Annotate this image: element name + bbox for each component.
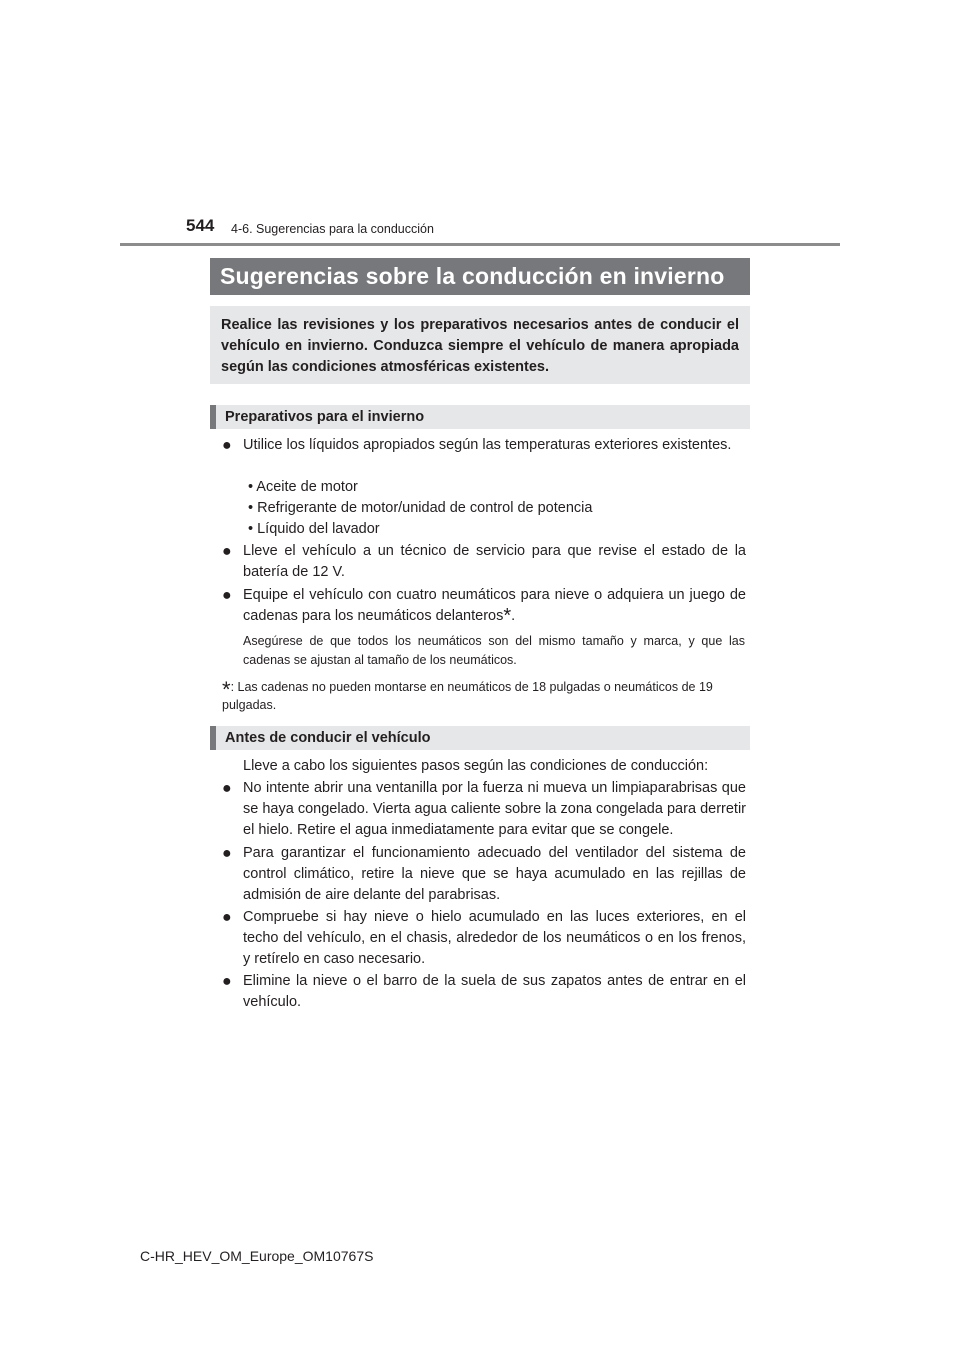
sub-list-item: • Líquido del lavador [248, 521, 380, 537]
bullet-icon: ● [222, 437, 232, 454]
bullet-icon: ● [222, 543, 232, 560]
footnote-star: * [222, 677, 231, 702]
footnote [222, 678, 752, 714]
list-item [222, 971, 746, 1013]
list-item [222, 585, 746, 627]
list-item [222, 435, 746, 456]
bullet-icon: ● [222, 973, 232, 990]
tire-note: Asegúrese de que todos los neumáticos son del mismo tamaño y marca, y que las cadenas se ajustan al tamaño de los neumáticos. [243, 634, 745, 667]
bullet-icon: ● [222, 780, 232, 797]
list-item-text [243, 585, 746, 627]
sub-list-item: • Refrigerante de motor/unidad de control de potencia [248, 500, 593, 516]
footnote-mark: * [503, 605, 512, 627]
header-rule [120, 243, 840, 246]
sub-list-item: • Aceite de motor [248, 479, 358, 495]
list-item-text-main: Equipe el vehículo con cuatro neumáticos para nieve o adquiera un juego de cadenas para los neumáticos delanteros [243, 587, 746, 624]
bullet-icon: ● [222, 587, 232, 604]
section-header: 4-6. Sugerencias para la conducción [231, 222, 434, 236]
list-item-text-end: . [511, 608, 516, 624]
list-item-text: Para garantizar el funcionamiento adecuado del ventilador del sistema de control climático, retire la nieve que se haya acumulado en las rejillas de admisión de aire delante del parabrisas. [243, 845, 746, 903]
page-number: 544 [186, 216, 215, 235]
bullet-icon: ● [222, 845, 232, 862]
list-item [222, 843, 746, 906]
subheading-winter-preparations: Preparativos para el invierno [210, 405, 750, 429]
list-item-text: Lleve el vehículo a un técnico de servicio para que revise el estado de la batería de 12 V. [243, 543, 746, 580]
list-item [222, 778, 746, 841]
list-item-text: No intente abrir una ventanilla por la fuerza ni mueva un limpiaparabrisas que se haya congelado. Vierta agua caliente sobre la zona congelada para derretir el hielo. Retire el agua inmediatamente para evitar que se congele. [243, 780, 746, 838]
list-item [222, 907, 746, 970]
list-item-text: Compruebe si hay nieve o hielo acumulado en las luces exteriores, en el techo del vehículo, en el chasis, alrededor de los neumáticos o en los frenos, y retírelo en caso necesario. [243, 909, 746, 967]
list-item [222, 541, 746, 583]
list-item-text: Utilice los líquidos apropiados según las temperaturas exteriores existentes. [243, 437, 732, 453]
intro-box: Realice las revisiones y los preparativos necesarios antes de conducir el vehículo en invierno. Conduzca siempre el vehículo de manera apropiada según las condiciones atmosféricas existentes. [210, 306, 750, 384]
document-footer: C-HR_HEV_OM_Europe_OM10767S [140, 1248, 374, 1264]
page-title: Sugerencias sobre la conducción en invierno [220, 263, 725, 289]
bullet-icon: ● [222, 909, 232, 926]
subheading-before-driving: Antes de conducir el vehículo [210, 726, 750, 750]
section-lead: Lleve a cabo los siguientes pasos según las condiciones de conducción: [243, 758, 709, 774]
footnote-text: : Las cadenas no pueden montarse en neumáticos de 18 pulgadas o neumáticos de 19 pulgadas. [222, 680, 713, 712]
list-item-text: Elimine la nieve o el barro de la suela de sus zapatos antes de entrar en el vehículo. [243, 973, 746, 1010]
page-title-bar [210, 258, 750, 295]
